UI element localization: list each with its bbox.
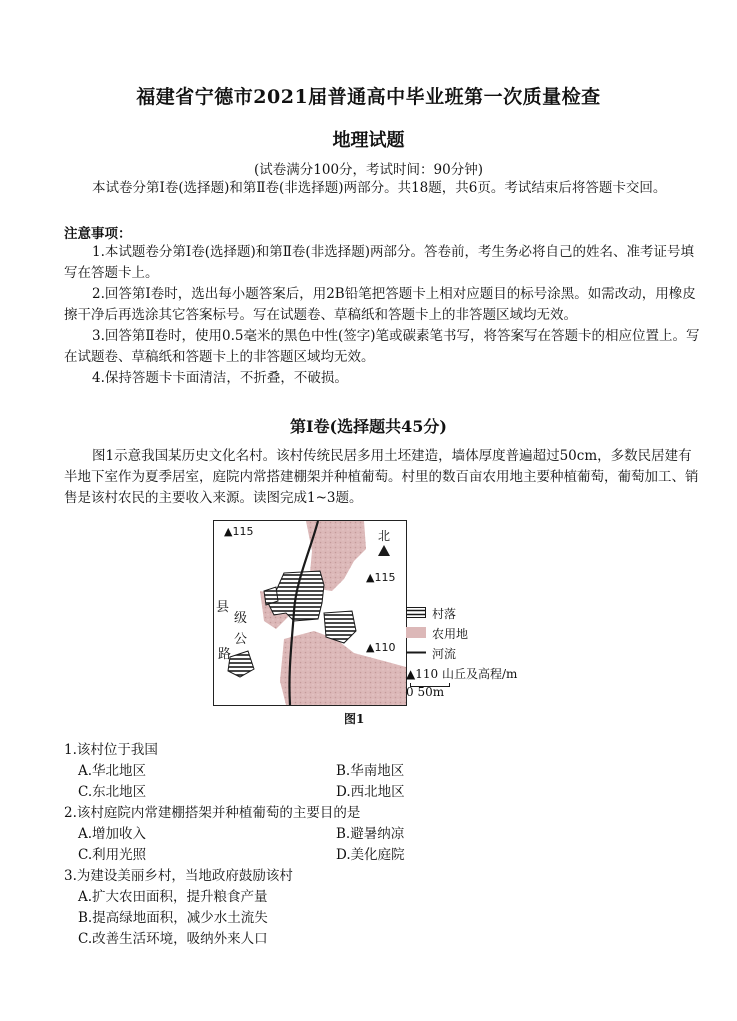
question-stem: 3.为建设美丽乡村，当地政府鼓励该村	[64, 868, 293, 884]
question-3	[64, 866, 704, 950]
options-row	[64, 845, 704, 866]
options-row	[64, 761, 704, 782]
option-b[interactable]: B.提高绿地面积，减少水土流失	[78, 910, 268, 926]
notice-list	[64, 242, 704, 389]
option-c[interactable]: C.东北地区	[78, 784, 147, 800]
option-a[interactable]: A.华北地区	[78, 763, 147, 779]
option-d[interactable]: D.西北地区	[336, 784, 405, 800]
option-a[interactable]: A.扩大农田面积，提升粮食产量	[78, 889, 268, 905]
elevation-label: ▲115	[224, 525, 254, 538]
elevation-label: ▲115	[366, 571, 396, 584]
north-arrow	[374, 527, 394, 556]
road-label	[216, 597, 250, 665]
question-1	[64, 740, 704, 803]
scale-text: 0 50m	[406, 685, 445, 699]
road-char: 级	[234, 611, 248, 626]
notice-item: 4.保持答题卡卡面清洁，不折叠，不破损。	[92, 370, 348, 386]
question-2	[64, 803, 704, 866]
options-row	[64, 929, 704, 950]
option-b[interactable]: B.避暑纳凉	[336, 826, 405, 842]
farmland-swatch	[406, 627, 426, 638]
options-row	[64, 887, 704, 908]
subject-title: 地理试题	[332, 130, 405, 151]
legend-hill-text: ▲110 山丘及高程/m	[406, 667, 518, 681]
question-list	[64, 740, 704, 950]
road-char: 县	[216, 600, 230, 615]
notice-item: 3.回答第Ⅱ卷时，使用0.5毫米的黑色中性(签字)笔或碳素笔书写，将答案写在答题卡的相应位置上。写在试题卷、草稿纸和答题卡上的非答题区域均无效。	[64, 328, 700, 365]
legend-hill	[406, 665, 517, 681]
exam-info: (试卷满分100分，考试时间：90分钟)	[254, 162, 483, 178]
option-a[interactable]: A.增加收入	[78, 826, 147, 842]
options-row	[64, 824, 704, 845]
scale-line	[410, 683, 450, 687]
option-c[interactable]: C.利用光照	[78, 847, 147, 863]
road-char: 公	[234, 632, 248, 647]
north-label: 北	[377, 529, 390, 543]
village-map	[213, 520, 407, 706]
options-row	[64, 782, 704, 803]
north-arrow-icon	[378, 545, 390, 556]
notice-item: 2.回答第Ⅰ卷时，选出每小题答案后，用2B铅笔把答题卡上相对应题目的标号涂黑。如需改动，用橡皮擦干净后再选涂其它答案标号。写在试题卷、草稿纸和答题卡上的非答题区域均无效。	[64, 286, 696, 323]
notice-item: 1.本试题卷分第Ⅰ卷(选择题)和第Ⅱ卷(非选择题)两部分。答卷前，考生务必将自己的姓名、准考证号填写在答题卡上。	[64, 244, 694, 281]
notice-heading: 注意事项：	[64, 226, 132, 242]
river-swatch	[406, 647, 426, 658]
map-legend	[406, 605, 546, 700]
option-d[interactable]: D.美化庭院	[336, 847, 405, 863]
material-paragraph: 图1示意我国某历史文化名村。该村传统民居多用土坯建造，墙体厚度普遍超过50cm，多数民居建有半地下室作为夏季居室，庭院内常搭建棚架并种植葡萄。村里的数百亩农用地主要种植葡萄，葡萄加工、销售是该村农民的主要收入来源。读图完成1~3题。	[64, 448, 699, 506]
village-swatch	[406, 607, 426, 618]
exam-title: 福建省宁德市2021届普通高中毕业班第一次质量检查	[136, 86, 601, 108]
road-char: 路	[218, 647, 232, 662]
options-row	[64, 908, 704, 929]
section-title: 第Ⅰ卷(选择题共45分)	[290, 417, 447, 436]
scale-bar	[406, 685, 444, 699]
elevation-label: ▲110	[366, 641, 396, 654]
question-stem: 1.该村位于我国	[64, 742, 158, 758]
legend-farmland-text: 农用地	[432, 627, 469, 641]
legend-river-text: 河流	[432, 647, 457, 661]
legend-village-text: 村落	[432, 607, 457, 621]
question-stem: 2.该村庭院内常建棚搭架并种植葡萄的主要目的是	[64, 805, 361, 821]
village-east	[324, 611, 356, 643]
intro-paragraph: 本试卷分第Ⅰ卷(选择题)和第Ⅱ卷(非选择题)两部分。共18题，共6页。考试结束后将答题卡交回。	[92, 180, 667, 196]
figure-caption: 图1	[344, 712, 365, 726]
option-c[interactable]: C.改善生活环境，吸纳外来人口	[78, 931, 268, 947]
option-b[interactable]: B.华南地区	[336, 763, 405, 779]
